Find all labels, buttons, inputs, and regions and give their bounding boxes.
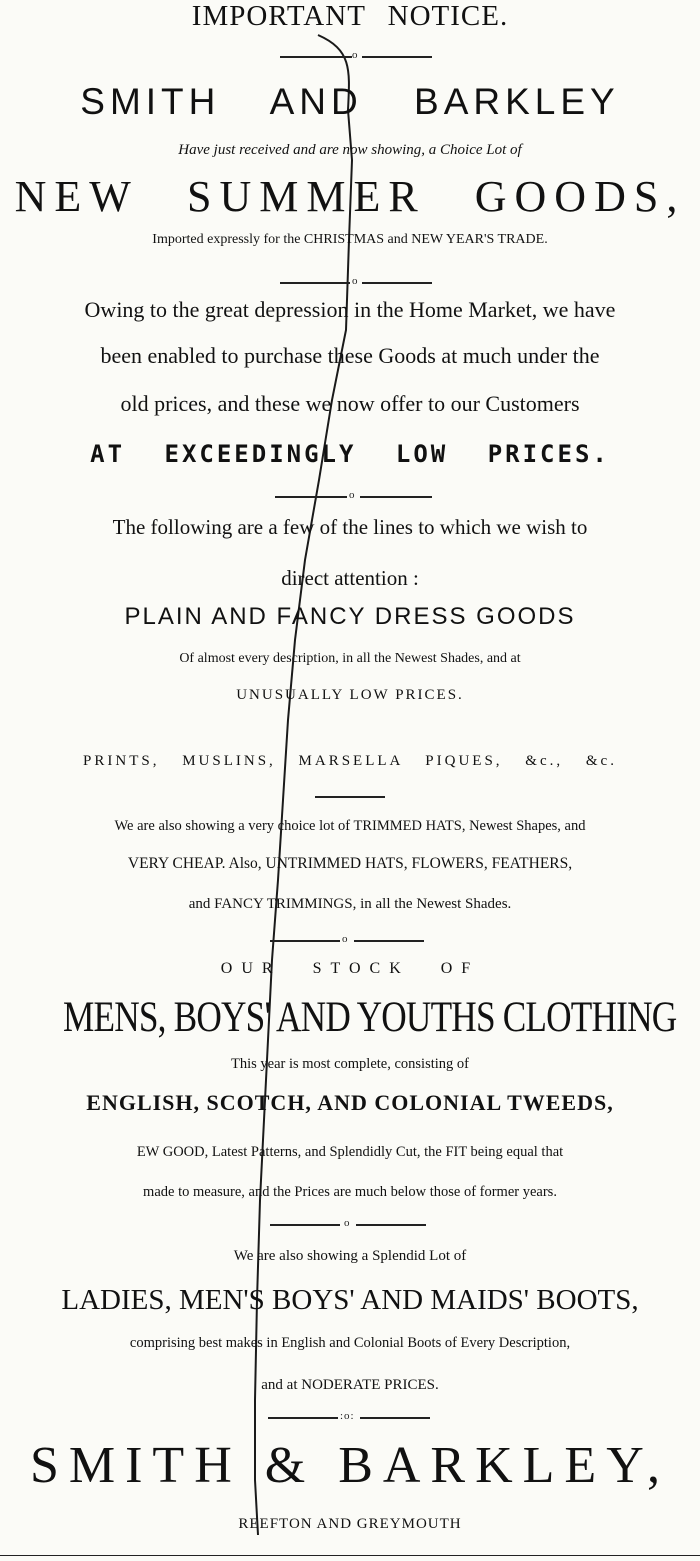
boots-description-1: comprising best makes in English and Colonial Boots of Every Description, <box>129 1335 571 1351</box>
locations: REEFTON AND GREYMOUTH <box>238 1516 462 1532</box>
hats-line-1: We are also showing a very choice lot of TRIMMED HATS, Newest Shapes, and <box>114 818 586 834</box>
hats-line-3: and FANCY TRIMMINGS, in all the Newest Shades. <box>188 896 512 912</box>
boots-description-2: and at NODERATE PRICES. <box>261 1377 439 1393</box>
new-summer-goods: NEW SUMMER GOODS, <box>14 172 686 221</box>
divider-5 <box>270 940 340 942</box>
tweeds-description-1: EW GOOD, Latest Patterns, and Splendidly Cut, the FIT being equal that <box>136 1144 564 1160</box>
clothing-title: MENS, BOYS' AND YOUTHS CLOTHING <box>63 994 677 1041</box>
tweeds-title: ENGLISH, SCOTCH, AND COLONIAL TWEEDS, <box>86 1090 614 1115</box>
divider-6 <box>270 1224 340 1226</box>
dress-goods: PLAIN AND FANCY DRESS GOODS <box>124 603 576 630</box>
heading: IMPORTANT NOTICE. <box>191 0 509 32</box>
divider-7 <box>268 1417 338 1419</box>
this-year-line: This year is most complete, consisting of <box>230 1056 469 1072</box>
following-line-2: direct attention : <box>281 566 419 590</box>
unusually-low-prices: UNUSUALLY LOW PRICES. <box>236 687 464 703</box>
owing-line-1: Owing to the great depression in the Home Market, we have <box>84 297 616 322</box>
received-line: Have just received and are now showing, a Choice Lot of <box>178 142 522 158</box>
our-stock-of: OUR STOCK OF <box>220 960 480 977</box>
signature: SMITH & BARKLEY, <box>29 1437 671 1494</box>
owing-line-3: old prices, and these we now offer to our Customers <box>120 391 580 416</box>
dress-description: Of almost every description, in all the Newest Shades, and at <box>179 651 521 666</box>
owing-line-2: been enabled to purchase these Goods at much under the <box>100 343 600 368</box>
tweeds-description-2: made to measure, and the Prices are much below those of former years. <box>143 1184 557 1200</box>
divider-4 <box>315 796 385 798</box>
boots-title: LADIES, MEN'S BOYS' AND MAIDS' BOOTS, <box>61 1284 639 1316</box>
low-prices: AT EXCEEDINGLY LOW PRICES. <box>90 440 610 468</box>
following-line-1: The following are a few of the lines to which we wish to <box>112 515 588 539</box>
divider-3 <box>275 496 347 498</box>
newspaper-advertisement: IMPORTANT NOTICE. o SMITH AND BARKLEY Have just received and are now showing, a Choice Lot of NEW SUMMER GOODS, Imported expressly for the CHRISTMAS and NEW YEAR'S TRADE. o Owing to the great depression in the Home Market, we have been enabled to purchase these Goods at much under the old prices, and these we now offer to our Customers AT EXCEEDINGLY LOW PRICES. o The following are a few of the lines to which we wish to direct attention : PLAIN AND FANCY DRESS GOODS Of almost every description, in all the Newest Shades, and at UNUSUALLY LOW PRICES. PRINTS, MUSLINS, MARSELLA PIQUES, &c., &c. We are also showing a very choice lot of TRIMMED HATS, Newest Shapes, and VERY CHEAP. Also, UNTRIMMED HATS, FLOWERS, FEATHERS, and FANCY TRIMMINGS, in all the Newest Shades. o OUR STOCK OF MENS, BOYS' AND YOUTHS CLOTHING This year is most complete, consisting of ENGLISH, SCOTCH, AND COLONIAL TWEEDS, EW GOOD, Latest Patterns, and Splendidly Cut, the FIT being equal that made to measure, and the Prices are much below those of former years. o We are also showing a Splendid Lot of LADIES, MEN'S BOYS' AND MAIDS' BOOTS, comprising best makes in English and Colonial Boots of Every Description, and at NODERATE PRICES. :o: SMITH & BARKLEY, REEFTON AND GREYMOUTH <box>0 0 700 1561</box>
divider-1 <box>280 56 352 58</box>
imported-line: Imported expressly for the CHRISTMAS and NEW YEAR'S TRADE. <box>152 232 548 247</box>
prints-line: PRINTS, MUSLINS, MARSELLA PIQUES, &c., &c. <box>83 753 617 769</box>
firm-title: SMITH AND BARKLEY <box>80 81 620 122</box>
divider-2 <box>280 282 350 284</box>
hats-line-2: VERY CHEAP. Also, UNTRIMMED HATS, FLOWERS, FEATHERS, <box>127 855 573 872</box>
boots-intro: We are also showing a Splendid Lot of <box>233 1248 467 1264</box>
bottom-border <box>0 1555 700 1556</box>
